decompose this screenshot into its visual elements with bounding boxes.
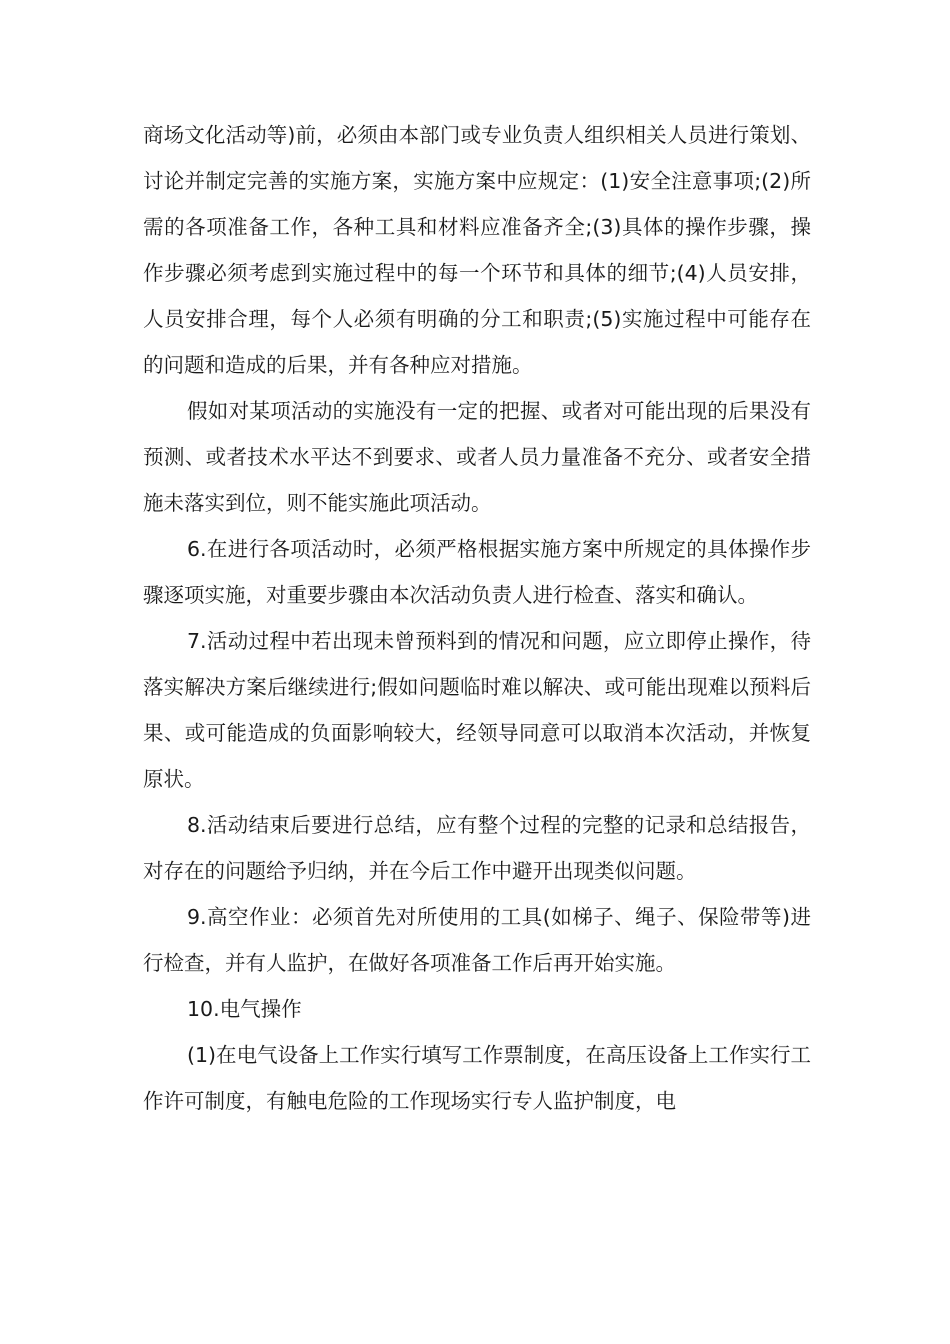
paragraph-6: 9.高空作业：必须首先对所使用的工具(如梯子、绳子、保险带等)进行检查，并有人监护，在做好各项准备工作后再开始实施。 xyxy=(143,905,811,975)
paragraph-7-heading: 10.电气操作 xyxy=(187,997,302,1021)
paragraph-5: 8.活动结束后要进行总结，应有整个过程的完整的记录和总结报告，对存在的问题给予归纳，并在今后工作中避开出现类似问题。 xyxy=(143,813,811,883)
document-body xyxy=(143,112,811,1124)
paragraph-8: (1)在电气设备上工作实行填写工作票制度，在高压设备上工作实行工作许可制度，有触电危险的工作现场实行专人监护制度，电 xyxy=(143,1043,811,1113)
paragraph-4: 7.活动过程中若出现未曾预料到的情况和问题，应立即停止操作，待落实解决方案后继续进行;假如问题临时难以解决、或可能出现难以预料后果、或可能造成的负面影响较大，经领导同意可以取消本次活动，并恢复原状。 xyxy=(143,629,811,791)
paragraph-3: 6.在进行各项活动时，必须严格根据实施方案中所规定的具体操作步骤逐项实施，对重要步骤由本次活动负责人进行检查、落实和确认。 xyxy=(143,537,811,607)
paragraph-2: 假如对某项活动的实施没有一定的把握、或者对可能出现的后果没有预测、或者技术水平达不到要求、或者人员力量准备不充分、或者安全措施未落实到位，则不能实施此项活动。 xyxy=(143,399,811,515)
paragraph-1: 商场文化活动等)前，必须由本部门或专业负责人组织相关人员进行策划、讨论并制定完善的实施方案，实施方案中应规定：(1)安全注意事项;(2)所需的各项准备工作，各种工具和材料应准备齐全;(3)具体的操作步骤，操作步骤必须考虑到实施过程中的每一个环节和具体的细节;(4)人员安排，人员安排合理，每个人必须有明确的分工和职责;(5)实施过程中可能存在的问题和造成的后果，并有各种应对措施。 xyxy=(143,123,811,377)
